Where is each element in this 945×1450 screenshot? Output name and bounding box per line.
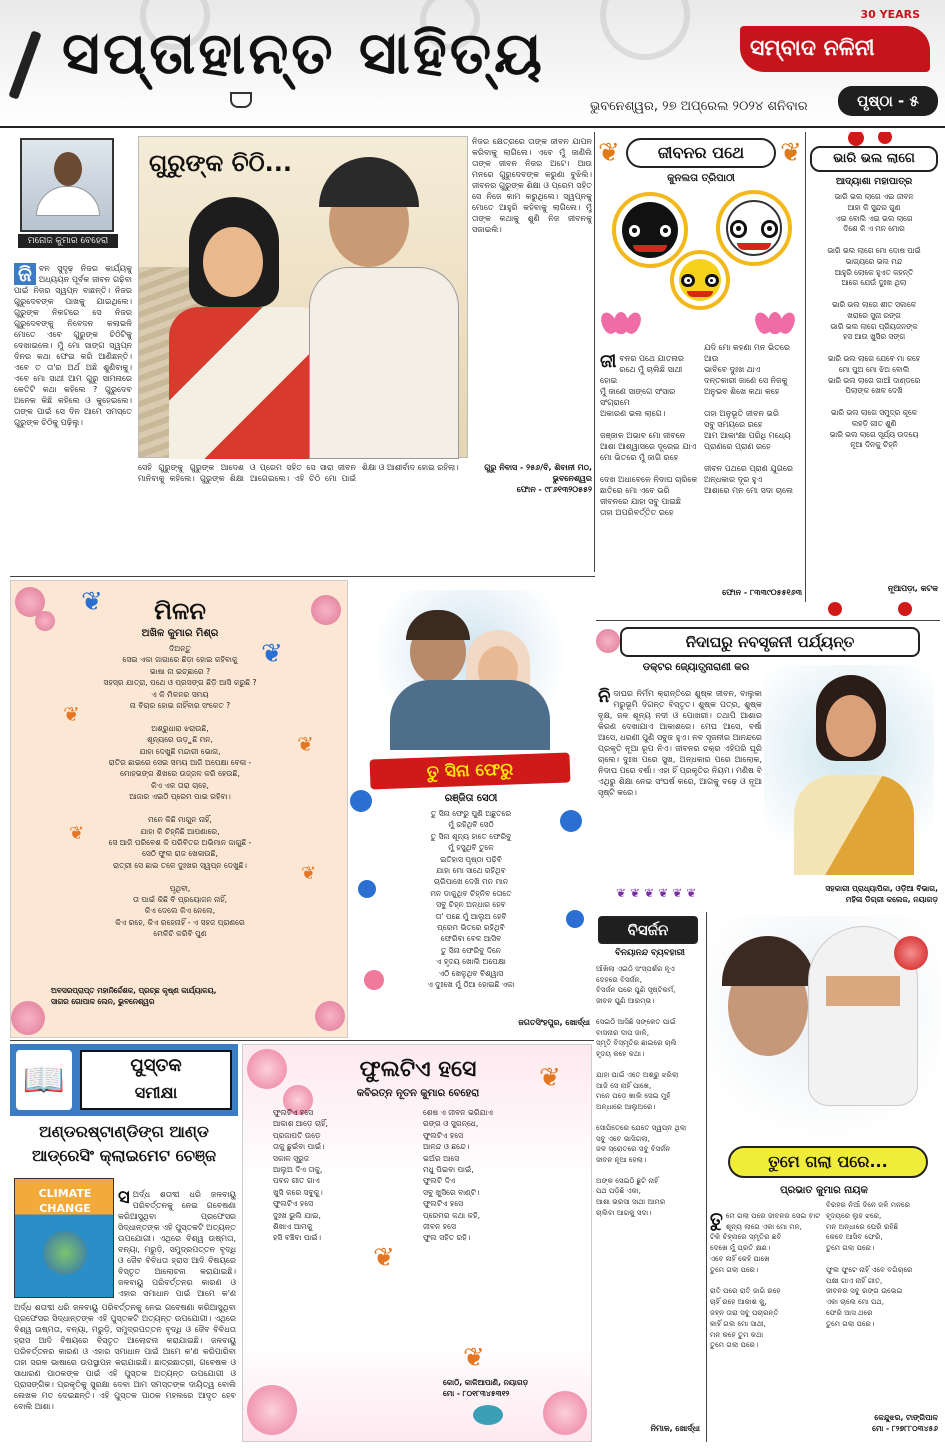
nidagha-title: ନିଦାଘରୁ ନବସୃଜନୀ ପର୍ଯ୍ୟନ୍ତ xyxy=(620,627,920,657)
visarjana-signature: ନିମାଳ, ଖୋର୍ଦ୍ଧା xyxy=(650,1424,700,1433)
bhari-article xyxy=(808,132,940,622)
jibanara-author: କୁନଲତା ତ୍ରିପାଠୀ xyxy=(667,173,735,184)
butterfly-icon: ❦ xyxy=(261,639,283,669)
masthead-title: ସପ୍ତାହାନ୍ତ ସାହିତ୍ୟ xyxy=(62,19,545,87)
phula-author: କବିରତ୍ନ ନୂତନ କୁମାର ବେହେରା xyxy=(356,1088,480,1099)
guru-col-bottom: ସେହି ଗୁରୁଙ୍କୁ ଗୁରୁଙ୍କ ଆଦେଶ ମାନିବାକୁ କହିଲେ। ଗୁରୁଙ୍କ ଶିକ୍ଷା ଓ ପ୍ରେମ ସହିତ ସେ ସାରା ଜୀବନ ଆଗେଇଲେ। ଏହି ଚିଠି ମୋ ପାଇଁ ଶିକ୍ଷା ଓ ଆଶୀର୍ବାଦ ହୋଇ ରହିଲା। xyxy=(138,463,459,483)
tumegala-author: ପ୍ରଭାତ କୁମାର ନାୟକ xyxy=(780,1185,868,1196)
tumegala-col-left-text: ମେ ଗଲା ପରେ ଜୀବନର ସେଇ ବାଟ ଶୂନ୍ୟ ଲାଗେ ଏକା ମୋ ମନ, ଟିକି ଚିହ୍ନାରେ ସ୍ମୃତିର ଛବି ଦେଖେ ମୁଁ ପ୍ରତି କ୍ଷଣ। ଏବେ ନାହିଁ କେହି ପାଖେ ତୁମେ ଗଲା ପରେ। ରାତି ପରେ ରାତି ଜାଗି ରହେ ଚାହିଁ ରହେ ଆକାଶ କୁ, ଜହ୍ନ ତାରା ସବୁ ପଚାରନ୍ତି କାହିଁ ଗଲ ମୋ ସାଥୀ, ମନ କହେ ତୁମ କଥା ତୁମେ ଗଲା ପରେ। xyxy=(710,1210,821,1350)
milana-signature: ଅବସରପ୍ରାପ୍ତ ମହାନିର୍ଦ୍ଦେଶକ, ପ୍ରଚ୍ଛ କୃଷ୍ଣ କାର୍ଯ୍ୟାଳୟ, ସାଗର ଗୋପାଳ ଲେନ, ଭୁବନେଶ୍ୱର xyxy=(51,986,217,1006)
guru-col-left-text: ବନ ସୁଦୃଢ଼ ନିଜର କାର୍ଯ୍ୟକୁ ଅଧ୍ୟୟନ ପୂର୍ବକ ଜୀବନ ଗଢ଼ିବା ପାଇଁ ନିଜର ସ୍ୱପ୍ନ ବାଛନ୍ତି। ନିଜର ଗୁରୁଦେବଙ୍କ ପାଖକୁ ଯାଇଥିଲେ। ଗୁରୁଙ୍କ ନିକଟରେ ସେ ନିଜର ଗୁରୁଦେବଙ୍କୁ ନିବେଦନ କଲାଭଳି ମୋତେ ଏବେ ଗୁରୁଙ୍କ ଚିଠିଟିକୁ ଦେଖାଇଲେ। ମୁଁ ମୋ ସାଙ୍ଗ ସ୍ୱପ୍ନ ଦିନର କଥା ଫେଇ କରି ଆଣିଛନ୍ତି। ଏବେ ତ ତା'ର ଅର୍ଥ ଅଛି ଶୁଣିବାକୁ। ଏବେ ମୋ ସାଥୀ ଆମ ଗୁରୁ ସାମନାରେ କେତିଟି କଥା କହିଲେ ? ଗୁରୁଦେବ ଅନେକ କିଛି କହିଲେ ଓ କୁହେଇଲେ। ତାଙ୍କ ପାଇଁ ସେ ଦିନ ଆମେ ସମସ୍ତେ ଗୁରୁଙ୍କ ଚିଠିକୁ ପଢ଼ିଲୁ। xyxy=(14,264,132,427)
couple-illustration xyxy=(370,590,570,750)
milana-article xyxy=(10,580,348,1038)
pustaka-header xyxy=(10,1044,238,1116)
globe-icon xyxy=(43,1231,87,1275)
woman-face xyxy=(826,695,876,757)
phula-signature: କୋଠି, କାଳିଆପାଣି, ନୟାଗଡ଼ ମୋ - ୮୦୧୮୩୪୫୩୧୨ xyxy=(443,1378,529,1398)
blue-flower-icon xyxy=(560,810,582,832)
man-hair xyxy=(406,610,470,640)
nidagha-dropcap: ନି xyxy=(598,686,611,707)
pen-icon xyxy=(8,30,41,99)
butterfly-row: ❦❦❦❦❦❦ xyxy=(616,886,701,900)
pink-flower-icon xyxy=(247,1385,297,1435)
jibanara-title: ଜୀବନର ପଥେ xyxy=(626,138,776,168)
guru-title: ଗୁରୁଙ୍କ ଚିଠି... xyxy=(149,149,293,177)
rose-icon xyxy=(848,132,864,146)
pustaka-label-box xyxy=(80,1050,232,1110)
divider xyxy=(10,1040,594,1041)
pustaka-article xyxy=(10,1044,238,1442)
bhari-author: ଆଦ୍ୟାଶା ମହାପାତ୍ର xyxy=(835,176,913,187)
tumegala-signature: କେନ୍ଦୁଝର, ଟାଙ୍ଗିପାଳ ମୋ - ୮୨୭୮୮୦୩୪୫୬ xyxy=(872,1413,938,1433)
pustaka-text-top xyxy=(118,1178,236,1298)
bhari-signature: ନୂଆପଡ଼ା, କଟକ xyxy=(887,584,938,593)
guru-dropcap: ଜି xyxy=(14,263,36,285)
jibanara-col-left xyxy=(600,342,700,586)
nidagha-caption: ସହକାରୀ ପ୍ରାଧ୍ୟାପିକା, ଓଡ଼ିଆ ବିଭାଗ, ମହିଳା ଡିଗ୍ରୀ କଲେଜ, ନୟାଗଡ଼ xyxy=(825,884,938,904)
man-hair xyxy=(319,157,419,207)
nidagha-article xyxy=(596,620,940,910)
phula-title: ଫୁଲଟିଏ ହସେ xyxy=(359,1057,477,1082)
tumegala-col-left xyxy=(710,1200,824,1410)
butterfly-icon: ❦ xyxy=(598,138,620,168)
jagannath-icon xyxy=(612,192,688,268)
subhadra-icon xyxy=(670,250,730,310)
lips-icon xyxy=(737,243,771,250)
tusina-author: ରଞ୍ଜିତା ସେଠୀ xyxy=(444,793,498,804)
visarjana-author: ବିନୟାନନ୍ଦ ବ୍ୟବହାରୀ xyxy=(615,948,685,958)
masthead xyxy=(0,0,945,128)
phula-article xyxy=(242,1044,592,1442)
couple-watercolor xyxy=(708,916,940,1146)
visarjana-article xyxy=(596,912,704,1442)
man-kurta xyxy=(309,267,459,459)
eye-icon xyxy=(761,220,779,238)
woman-watercolor xyxy=(764,665,934,879)
butterfly-icon: ❦ xyxy=(780,138,802,168)
butterfly-icon: ❦ xyxy=(373,1243,395,1273)
pustaka-book-title: ଅଣ୍ଡରଷ୍ଟାଣ୍ଡିଙ୍ଗ ଆଣ୍ଡ ଆଡ୍ରେସିଂ କ୍ଲାଇମେଟ ଚେଞ୍ଜ xyxy=(31,1122,217,1165)
guru-illustration xyxy=(138,136,468,458)
blue-flower-icon xyxy=(350,790,372,812)
book-cover[interactable] xyxy=(14,1178,114,1298)
book-icon: 📖 xyxy=(16,1050,72,1110)
dateline: ଭୁବନେଶ୍ୱର, ୨୭ ଅପ୍ରେଲ ୨୦୨୪ ଶନିବାର xyxy=(590,99,808,114)
page-number-badge: ପୃଷ୍ଠା - ୫ xyxy=(838,86,938,116)
woman-eyes xyxy=(826,976,900,1006)
rose-icon xyxy=(315,1001,345,1031)
butterfly-icon: ❦ xyxy=(539,1063,561,1093)
rose-icon xyxy=(878,132,892,144)
milana-author: ଅଖିଳ କୁମାର ମିଶ୍ର xyxy=(141,628,219,639)
bird-icon xyxy=(473,1405,503,1425)
tumegala-dropcap: ତୁ xyxy=(710,1208,723,1230)
lotus-icon xyxy=(756,310,794,334)
teacup-icon xyxy=(230,92,252,108)
rose-icon xyxy=(898,602,912,616)
butterfly-icon: ❦ xyxy=(301,863,317,884)
nidagha-text-body: ଦାଘର ନିର୍ମମ କ୍ରାନ୍ତିରେ ଶୁଷ୍କ ଜୀବନ, ବାଲୁକା ମରୁଭୂମି ଦିଗନ୍ତ ବିସ୍ତୃତ। ଶୁଷ୍କ ପତ୍ର, ଶୁଷ୍କ ବୃକ୍ଷ, ଜଳ ଶୂନ୍ୟ ନଦୀ ଓ ପୋଖରୀ। ତଥାପି ଆଶାର କିରଣ ଦେଖାଯାଏ ଆକାଶରେ। ମେଘ ଆସେ, ବର୍ଷା ଆସେ, ଧରଣୀ ପୁଣି ସବୁଜ ହୁଏ। ନବ ସୃଜନୀର ଆନନ୍ଦରେ ପ୍ରକୃତି ନୂଆ ରୂପ ନିଏ। ଜୀବନର ଚକ୍ର ଏହିପରି ଘୂରି ଚାଲେ। ଦୁଃଖ ପରେ ସୁଖ, ଅନ୍ଧକାର ପରେ ଆଲୋକ, ନିଦାଘ ପରେ ବର୍ଷା। ଏହା ହିଁ ପ୍ରକୃତିର ନିୟମ। ମଣିଷ ବି ଏଥିରୁ ଶିକ୍ଷା ନେଇ ସଂଘର୍ଷ କରେ, ଆଗକୁ ବଢ଼େ ଓ ନୂଆ ସୃଷ୍ଟି କରେ। xyxy=(598,689,762,797)
rose-icon xyxy=(11,1001,45,1035)
pustaka-text-body: ଅର୍ଦ୍ଧ ଶତାବ୍ଦୀ ଧରି ଜଳବାୟୁ ପରିବର୍ତ୍ତନକୁ ନେଇ ଗବେଷଣା କରିଆସୁଥିବା ପ୍ରଫେସର ସିଦ୍ଧାନ୍ତଙ୍କ ଏହି ପୁସ୍ତକଟି ଅତ୍ୟନ୍ତ ଉପଯୋଗୀ। ଏଥିରେ ବିଶ୍ୱ ଉଷ୍ମତା, ବନ୍ୟା, ମରୁଡ଼ି, ସମୁଦ୍ରପତ୍ତନ ବୃଦ୍ଧି ଓ ଜୈବ ବିବିଧତା ହ୍ରାସ ଆଦି ବିଷୟରେ ବିସ୍ତୃତ ଆଲୋଚନା କରାଯାଇଛି। ଜଳବାୟୁ ପରିବର୍ତ୍ତନର କାରଣ ଓ ଏହାର ସମାଧାନ ପାଇଁ ଆମେ କ'ଣ xyxy=(118,1190,236,1298)
brand-years: 30 YEARS xyxy=(860,8,920,21)
milana-poem: ଦିଅନ୍ତୁ ସେଇ ଏକା ଜାଗାରେ ଛିଡ଼ା ହୋଇ କହିବାକୁ ଭାଷା ନା ଇଚ୍ଛାରେ ? ସହସ୍ର ଯାତ୍ରା, ପଥେ ଓ ପ୍ରସଙ୍ଗ ଛିଡ଼ି ଆସି କରୁଛି ? ଏ କି ମିଳନର ସମୟ ନା ବିଚାର ହୋଇ ନାହିଁବାର ସଂକେତ ? ଅଶ୍ରୁଧାରା ଝରାଉଛି, ଶୂନ୍ୟରେ ଉଡ଼ୁଛି ମନ, ଯାହା ଦେଖୁଛି ମନ୍ଦାରୀ ଭୋଗ, ରାତିର ଛାଇରେ ସେଇ ସମୟ ଆଜି ଅପେକ୍ଷା ବେଳା - ମୋହଭଙ୍ଗ ଶିଖରେ ଉଜ୍ଜଳ କରି ହେଉଛି, କିଏ ଏକ ତାରା ଚାହେ, ଆଜାର ଏଇଠି ପ୍ରେମ ପାଇ ରହିବା। ମନେ କିଛି ମାଗୁନ ନାହିଁ, ଯାହା କି ଚିହ୍ନିଛି ଆପଣାରେ, ସେ ଆଜି ପରିବେଶ କି ପରିବିତର ଅଭିମାନ ଜାଗୁଛି - ସେଠି ଫୁଲ ରାଜ ଖେଳାଉଛି, ରାତ୍ରୀ ସେ ଛାଇ ତଳେ ଦୁଃଖର ସ୍ୱପ୍ନ ଦେଖୁଛି। ପୃଥିବୀ, ତା ପାଇଁ କିଛି ବି ପ୍ରୟୋଜନ ନାହିଁ, କିଏ ଦେଲେ କିଏ ନେଲେ, କିଏ ରହେ, କିଏ ରହେନାହିଁ - ଏ ସହଜ ପ୍ରାଣରେ ମେଳିଚି କରିବି ପୁଣ xyxy=(103,644,257,939)
nidagha-text xyxy=(598,677,762,883)
lips-icon xyxy=(633,245,667,252)
milana-title: ମିଳନ xyxy=(154,597,206,625)
blue-flower-icon xyxy=(566,910,584,928)
author-face xyxy=(54,152,82,186)
lotus-icon xyxy=(602,310,640,334)
blue-flower-icon xyxy=(358,880,376,898)
divider xyxy=(706,912,707,1442)
tumegala-col-right: ବିରହର ନିଆଁ ଦିନେ ଜଳି ମନରେ ହୃଦୟରେ ଲୁହ ଝରେ, ମନ ଅନ୍ଧାରେ ଘେରି ରହିଛି କେବେ ଆସିବ ଫେରି, ତୁମେ ଗଲା ପରେ। ଫୁଲ ଫୁଟେ ନାହିଁ ଏବେ ବଗିଚାରେ ପକ୍ଷୀ ଗାଏ ନାହିଁ ଗୀତ, ଜୀବନର ସବୁ ରଙ୍ଗ ଉଭେଇ ଏକା ଚାଲେ ମୋ ପଥ, ଫେରି ଆସ ଥରେ ତୁମେ ଗଲା ପରେ। xyxy=(826,1200,913,1328)
butterfly-icon: ❦ xyxy=(69,823,85,844)
phula-col-left: ଫୁଲଟିଏ ହସେ ଆକାଶ ଆଡ଼େ ଚାହିଁ, ପ୍ରଜାପତି ଉଡ଼େ ତାକୁ ଛୁଇଁବା ପାଇଁ। ସକାଳ ସୂରୁଜ ଆଲୁଅ ଦିଏ ତାକୁ, ପବନ ଗୀତ ଗାଏ ଖୁସି କରେ ସବୁକୁ। ଫୁଲଟିଏ ହସେ ଦୁଃଖ ଭୁଲି ଯାଇ, ଶିଖାଏ ଆମକୁ ହସି ବଞ୍ଚିବା ପାଇଁ। xyxy=(273,1108,328,1243)
balabhadra-icon xyxy=(716,190,792,266)
jibanara-col-left-text: ବନର ପଥେ ଯାତନାର ରଥେ ମୁଁ ଚାଲିଛି ସାଥୀ ହୋଇ ମୁଁ ଜାଣେ ସାଙ୍ଗେ ସଂସାର ସଂଗ୍ରାମେ ଅକାରଣ ଭଲ ଲାଗେ। ଜଞ୍ଜାଳ ଅଭାବ ମୋ ଜୀବନେ ଆଶା ଆଶ୍ୱାସରେ ଦୂରେଇ ଯାଏ ମୋ ଭିତରେ ମୁଁ ଜାଗି ରହେ ଦେଖ ଅଧାବେଳେ ନିଦାଘ ଚାରିକେ ଛାତିରେ ମୋ ଏବେ ଭରି ଜୀବନରେ ଯାହା ସବୁ ପାଇଛି ତାହା ଅପରିବର୍ତ୍ତିତ ରହେ xyxy=(600,354,698,517)
pustaka-label-1: ପୁସ୍ତକ xyxy=(130,1055,182,1076)
woman-saree xyxy=(169,307,329,459)
tusina-signature: ଜଗତସିଂହପୁର, ଖୋର୍ଦ୍ଧା xyxy=(518,1018,590,1027)
jibanara-article xyxy=(596,132,806,602)
rose-icon xyxy=(894,936,928,970)
brand-logo[interactable] xyxy=(740,8,940,88)
guru-signature: ଗୁରୁ ନିବାସ - ୨୫୬/ବି, ଶିବାନୀ ମଠ, ଭୁବନେଶ୍ୱର ଫୋନ - ୯୮୬୧୩୨୦୫୫୨ xyxy=(484,463,592,494)
visarjana-poem: ଆଁଖିଲା ଏଇଠି ସଂସ୍ପର୍ଶର ନୂଏ ଦେହରେ ବିସର୍ଜନ, ବିସର୍ଜନ ପରେ ପୁଣି ସୃଷ୍ଟିକର୍ମ, ଜୀବନ ପୁଣି ଆରମ୍ଭ। ସେଇଠି ଆସିଛି ସଙ୍କେତ ପାଇଁ ବାସନାର ଦୀପ ଜାଳି, ସ୍ମୃତି ବିସ୍ମୃତିର ଛାଇରେ ଚାଲି ହୃଦୟ କହେ କଥା। ଯାହା ପାଇଁ ଏତେ ଅଶ୍ରୁ ଝରିଲା ଆଜି ସେ ନାହିଁ ପାଖେ, ମନେ ପଡ଼େ ଖାଲି ସେଇ ମୁହଁ ଅନ୍ଧାରେ ଆଲୁଅରେ। ସୋପିତେରେ ଯେତେ ସ୍ୱପ୍ନ ଥିଲା ସବୁ ଏବେ ଭାସିଗଲା, ଜଳ ସ୍ରୋତରେ ସବୁ ବିସର୍ଜନ ଜୀବନ ନୂଆ ହେଲା। ଅଙ୍କ ସେଇଠି ଛୁଟି ନାହିଁ ପଥ ପଡ଼ିଛି ଏକା, ଆଶା ଭରସା ସାଥୀ ଆମର ଚାଲିବା ଆଗକୁ ସଦା। xyxy=(596,964,687,1217)
masthead-swirl xyxy=(600,0,690,60)
nidagha-author: ଡକ୍ଟର ଜ୍ୟୋତ୍ସ୍ନାରାଣୀ କର xyxy=(642,662,750,673)
phula-col-right: ଶେଷ ଏ ଜୀବନ ଭରିଯାଏ ରଙ୍ଗ ଓ ସୁଗନ୍ଧେ, ଫୁଲଟିଏ ହସେ ଆନନ୍ଦ ଓ ଛନ୍ଦେ। ଭଅଁର ଆସେ ମଧୁ ପିଇବା ପାଇଁ, ଫୁଲଟି ଦିଏ ସବୁ ଖୁସିରେ ବାଣ୍ଟି। ଫୁଲଟିଏ ହସେ ପ୍ରେମର କଥା କହି, ଜୀବନ ହସେ ଫୁଲ ସହିତ ରହି। xyxy=(423,1108,493,1243)
eye-icon xyxy=(657,222,675,240)
jibanara-phone: ଫୋନ - ୮୩୩୯୦୫୫୧୬୩ xyxy=(722,588,802,597)
author-photo xyxy=(20,138,114,232)
visarjana-title: ବିସର୍ଜନ xyxy=(598,916,698,944)
guru-article xyxy=(10,132,595,572)
clothes xyxy=(390,680,550,750)
woman-face xyxy=(203,227,263,297)
author-shirt xyxy=(36,186,100,216)
pustaka-dropcap: ସ xyxy=(118,1187,130,1208)
bhari-poem: ଭାରି ଭଲ ଲାଗେ ଏଇ ଜୀବନ ଆହା କି ସୁନ୍ଦର ଗୁଣ ଏଇ ବୋଲି ଏଇ ଭଲ ଲାଗେ ଦିଶେ କି ଏ ମନ ମୋର ଭାରି ଭଲ ଲାଗେ ମୋ ଦୋଷ ପାଇଁ ଭାଗ୍ୟରେ ଭଲ ମନ୍ଦ ଆହୁରି ଲୋକେ ହୁଏତ କହନ୍ତି ଆଗେ ଯେଉଁ ଦୁଃଖ ଥିଲା ଭାରି ଭଲ ଲାଗେ ଶୀତ ସକାଳେ ଖରାରେ ସୁନା ରଙ୍ଗ ଭାରି ଭଲ ଲାଗେ ପ୍ରିୟଜନଙ୍କ ହସ ଆଉ ଖୁସିର ସଙ୍ଗ ଭାରି ଭଲ ଲାଗେ ଯେବେ ମା କହେ ମୋ ପୁଅ ମୋ ଝିଅ ବୋଲି ଭାରି ଭଲ ଲାଗେ ଗାଆଁ ଦାଣ୍ଡରେ ପିଲାଙ୍କ ଖେଳ ଦେଖି ଭାରି ଭଲ ଲାଗେ ସମୁଦ୍ର କୂଳେ ଲହଡ଼ି ଗୀତ ଶୁଣି ଭାରି ଭଲ ଲାଗେ ସୂର୍ଯ୍ୟ ଉଦୟେ ନୂଆ ଦିନକୁ ଚିହ୍ନି xyxy=(827,192,921,450)
butterfly-icon: ❦ xyxy=(81,587,103,617)
tusina-title: ତୁ ସିନା ଫେରୁ xyxy=(370,753,571,790)
divider xyxy=(10,576,595,577)
book-cover-text: CLIMATE CHANGE xyxy=(38,1187,92,1215)
rose-icon xyxy=(596,629,620,653)
brand-name: ସମ୍ବାଦ ନଳିନୀ xyxy=(750,36,875,61)
woman-saree xyxy=(794,775,914,875)
author-caption: ମନୋଜ କୁମାର ବେହେରା xyxy=(18,234,118,248)
pink-flower-icon xyxy=(543,1391,587,1435)
tusina-article xyxy=(350,580,592,1038)
guru-col-left xyxy=(14,252,132,570)
butterfly-icon: ❦ xyxy=(63,702,80,726)
eye-icon xyxy=(730,220,748,238)
jibanara-dropcap: ଜୀ xyxy=(600,351,617,372)
tumegala-title: ତୁମେ ଗଲା ପରେ... xyxy=(728,1146,928,1178)
lips-icon xyxy=(687,291,713,296)
tumegala-article xyxy=(708,912,940,1442)
tusina-poem: ତୁ ସିନା ଫେରୁ ପୁଣି ଅଛୁତରେ ମୁଁ ରହିଥିବି ସେଠି ତୁ ସିନା ଶୂନ୍ୟ ହାତେ ଫେରିବୁ ମୁଁ ହସୁଥିବି ତୁଳେ ଇତିହାସ ପୃଷ୍ଠା ପଢ଼ିବି ଯାହା ମୋ ସାଥେ ରହିଥିବ ଚାରିପାଖେ ଦେଖି ମନ ମାନ ମନ ଡାକୁଥିବ ଚିହ୍ନିବ ତୋତେ ସବୁ ଚିହ୍ନ ଅନ୍ଧାର ହେବ ତା' ପଛେ ମୁଁ ଆଲୁଅ ହେବି ପ୍ରେମ ଭିତରେ ରହିଥିବି ଫେରିବା ବେଳ ଆସିବ ତୁ ସିନା ଫେରିବୁ ଦିନେ ଏ ହୃଦୟ ଖୋଲି ଅପେକ୍ଷା ଏଠି ଖେଳୁଥିବ ବିଶ୍ୱାସ ଏ ଦୁଃଖେ ମୁଁ ଠିଆ ହୋଇଛି ଏକା xyxy=(427,809,515,990)
guru-col-right: ନିଜର କ୍ଷେତ୍ରରେ ତାଙ୍କ ଜୀବନ ଯାପନ କରିବାକୁ ଲାଗିଲେ। ଏବେ ମୁଁ ଜାଣିଲି ତାଙ୍କ ଜୀବନ ନିଜର ଅଟେ। ଆଉ ମନରେ ଗୁରୁଦେବଙ୍କ କରୁଣା ବୁଝିଲି। ଜୀବନର ଗୁରୁଙ୍କ ଶିକ୍ଷା ଓ ପ୍ରେମ ସହିତ ସେ ନିଜେ କାମ କରୁଥିଲେ। ସ୍ୱପ୍ନକୁ ମୋତେ ଆହୁରି କହିବାକୁ ଲାଗିଲେ। ମୁଁ ତାଙ୍କ କଥାକୁ ଶୁଣି ନିଜ ଜୀବନକୁ ସଜାଇଲି। xyxy=(472,137,592,234)
jibanara-col-right: ଯଦି ମୋ କହଣା ମନ ଭିତରେ ଆଉ ଭାବିବେ ଦୁଃଖ ଥାଏ ଦନ୍ତକାରୀ ଜାଣେ ସେ ନିଜକୁ ଅନୁଭବ ଶିଖେ କଥା କହେ ତାହା ଅନୁଭୂତି ଜୀବନ ଭରି ସବୁ ସମୟରେ ରହେ ଆମ ଆକାଂକ୍ଷା ପରିଧି ମଧ୍ୟେ ପ୍ରାଣରେ ପ୍ରାଣ ରହେ ଜୀବନ ପଥରେ ପ୍ରାଣ ଯୁଗରେ ଅନ୍ଧକାର ଦୂର ହୁଏ ଆଶାରେ ମନ ମୋ ସଦା ଚାଲେ xyxy=(704,343,793,495)
butterfly-icon: ❦ xyxy=(297,732,314,756)
pustaka-text-bottom: ଅର୍ଦ୍ଧ ଶତାବ୍ଦୀ ଧରି ଜଳବାୟୁ ପରିବର୍ତ୍ତନକୁ ନେଇ ଗବେଷଣା କରିଆସୁଥିବା ପ୍ରଫେସର ସିଦ୍ଧାନ୍ତଙ୍କ ଏହି ପୁସ୍ତକଟି ଅତ୍ୟନ୍ତ ଉପଯୋଗୀ। ଏଥିରେ ବିଶ୍ୱ ଉଷ୍ମତା, ବନ୍ୟା, ମରୁଡ଼ି, ସମୁଦ୍ରପତ୍ତନ ବୃଦ୍ଧି ଓ ଜୈବ ବିବିଧତା ହ୍ରାସ ଆଦି ବିଷୟରେ ବିସ୍ତୃତ ଆଲୋଚନା କରାଯାଇଛି। ଜଳବାୟୁ ପରିବର୍ତ୍ତନର କାରଣ ଓ ଏହାର ସମାଧାନ ପାଇଁ ଆମେ କ'ଣ କରିପାରିବା ତାହା ସରଳ ଭାଷାରେ ଉପସ୍ଥାପନ କରାଯାଇଛି। ଛାତ୍ରଛାତ୍ରୀ, ଗବେଷକ ଓ ସାଧାରଣ ପାଠକଙ୍କ ପାଇଁ ଏହି ପୁସ୍ତକ ଅତ୍ୟନ୍ତ ଉପଯୋଗୀ ଓ ପ୍ରାସଙ୍ଗିକ। ପ୍ରକୃତିକୁ ସୁରକ୍ଷା ଦେବା ଆମ ସମସ୍ତଙ୍କ ଦାୟିତ୍ୱ ବୋଲି ଲେଖକ ମତ ଦେଇଛନ୍ତି। ଏହି ପୁସ୍ତକ ପାଠକ ମହଲରେ ଆଦୃତ ହେବ ବୋଲି ଆଶା। xyxy=(14,1303,236,1411)
rose-icon xyxy=(828,602,842,616)
pink-flower-icon xyxy=(364,970,384,990)
man-hair xyxy=(722,936,814,986)
bhari-title: ଭାରି ଭଲ ଲାଗେ xyxy=(810,146,938,172)
eye-icon xyxy=(705,274,719,288)
eye-icon xyxy=(681,274,695,288)
eye-icon xyxy=(626,222,644,240)
butterfly-icon: ❦ xyxy=(463,1343,485,1373)
pustaka-label-2: ସମୀକ୍ଷା xyxy=(134,1083,178,1102)
